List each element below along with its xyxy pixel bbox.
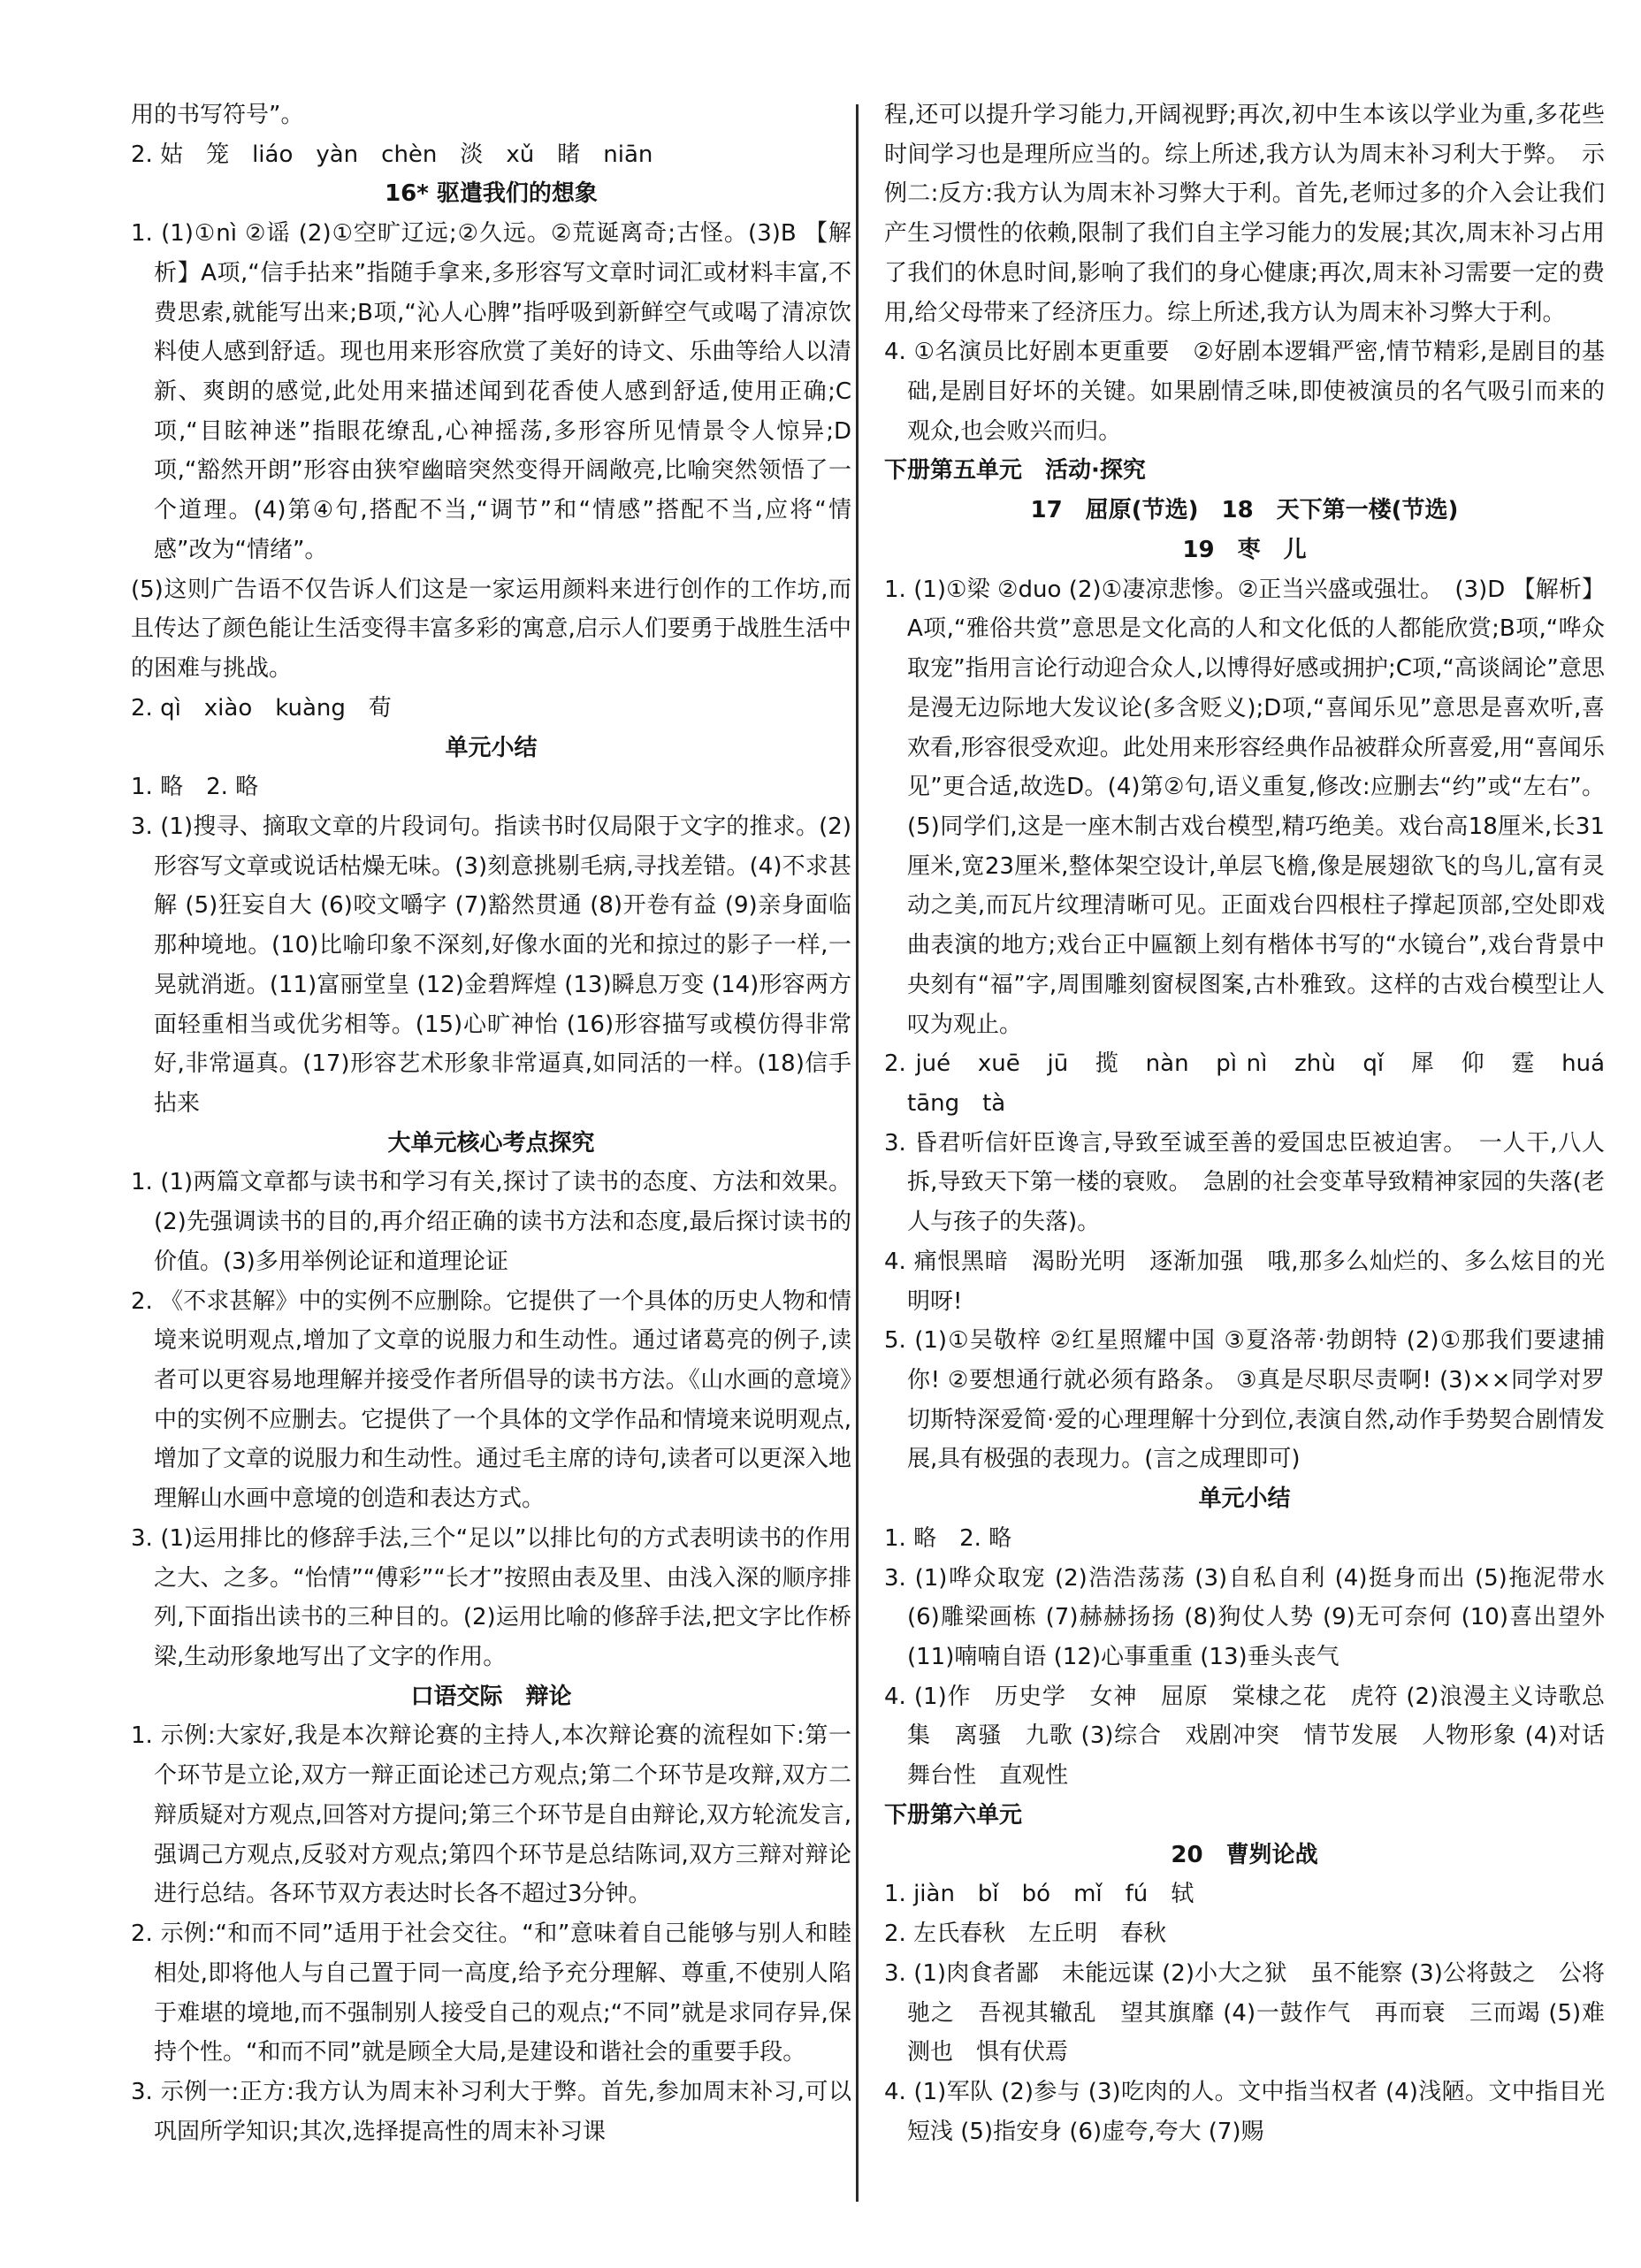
answer-paragraph: 1. 略 2. 略 [131, 774, 259, 801]
section-heading: 单元小结 [445, 734, 538, 761]
section-heading: 单元小结 [1198, 1485, 1291, 1513]
section-heading: 下册第五单元 活动·探究 [884, 457, 1146, 485]
answer-paragraph: 2. 《不求甚解》中的实例不应删除。它提供了一个具体的历史人物和情境来说明观点,增加了文章的说服力和生动性。通过诸葛亮的例子,读者可以更容易地理解并接受作者所倡导的读书方法。《山水画的意境》中的实例不应删去。它提供了一个具体的文学作品和情境来说明观点,增加了文章的说服力和生动性。通过毛主席的诗句,读者可以更深入地理解山水画中意境的创造和表达方式。 [131, 1287, 851, 1513]
answer-paragraph: 1. 示例:大家好,我是本次辩论赛的主持人,本次辩论赛的流程如下:第一个环节是立论,双方一辩正面论述己方观点;第二个环节是攻辩,双方二辩质疑对方观点,回答对方提问;第三个环节是自由辩论,双方轮流发言,强调己方观点,反驳对方观点;第四个环节是总结陈词,双方三辩对辩论进行总结。各环节双方表达时长各不超过3分钟。 [131, 1722, 851, 1908]
section-heading: 16* 驱遣我们的想象 [385, 180, 598, 208]
answer-paragraph: 用的书写符号”。 [131, 102, 304, 128]
section-heading: 大单元核心考点探究 [387, 1129, 595, 1157]
answer-paragraph: 3. 昏君听信奸臣谗言,导致至诚至善的爱国忠臣被迫害。 一人干,八人拆,导致天下第一楼的衰败。 急剧的社会变革导致精神家园的失落(老人与孩子的失落)。 [884, 1129, 1605, 1236]
answer-paragraph: 5. (1)①吴敬梓 ②红星照耀中国 ③夏洛蒂·勃朗特 (2)①那我们要逮捕你! ②要想通行就必须有路条。 ③真是尽职尽责啊! (3)××同学对罗切斯特深爱简·爱的心理理解十分到位,表演自然,动作手势契合剧情发展,具有极强的表现力。(言之成理即可) [884, 1327, 1605, 1473]
section-heading: 17 屈原(节选) 18 天下第一楼(节选) [1030, 497, 1459, 524]
answer-paragraph: (5)这则广告语不仅告诉人们这是一家运用颜料来进行创作的工作坊,而且传达了颜色能让生活变得丰富多彩的寓意,启示人们要勇于战胜生活中的困难与挑战。 [131, 576, 851, 683]
answer-paragraph: 3. (1)搜寻、摘取文章的片段词句。指读书时仅局限于文字的推求。(2)形容写文章或说话枯燥无味。(3)刻意挑剔毛病,寻找差错。(4)不求甚解 (5)狂妄自大 (6)咬文嚼字 (7)豁然贯通 (8)开卷有益 (9)亲身面临那种境地。(10)比喻印象不深刻,好像水面的光和掠过的影子一样,一晃就消逝。(11)富丽堂皇 (12)金碧辉煌 (13)瞬息万变 (14)形容两方面轻重相当或优劣相等。(15)心旷神怡 (16)形容描写或模仿得非常好,非常逼真。(17)形容艺术形象非常逼真,如同活的一样。(18)信手拈来 [131, 813, 851, 1117]
answer-paragraph: 2. 姑 笼 liáo yàn chèn 淡 xǔ 睹 niān [131, 141, 653, 168]
section-heading: 口语交际 辩论 [410, 1683, 572, 1710]
section-heading: 下册第六单元 [884, 1801, 1023, 1829]
column-divider [856, 104, 859, 2202]
right-column [884, 95, 1629, 2151]
answer-paragraph: 4. 痛恨黑暗 渴盼光明 逐渐加强 哦,那多么灿烂的、多么炫目的光明呀! [884, 1248, 1605, 1315]
answer-paragraph: 1. (1)①nì ②谣 (2)①空旷辽远;②久远。②荒诞离奇;古怪。(3)B 【解析】A项,“信手拈来”指随手拿来,多形容写文章时词汇或材料丰富,不费思索,就能写出来;B项,“沁人心脾”指呼吸到新鲜空气或喝了清凉饮料使人感到舒适。现也用来形容欣赏了美好的诗文、乐曲等给人以清新、爽朗的感觉,此处用来描述闻到花香使人感到舒适,使用正确;C项,“目眩神迷”指眼花缭乱,心神摇荡,多形容所见情景令人惊异;D项,“豁然开朗”形容由狭窄幽暗突然变得开阔敞亮,比喻突然领悟了一个道理。(4)第④句,搭配不当,“调节”和“情感”搭配不当,应将“情感”改为“情绪”。 [131, 220, 851, 563]
answer-paragraph: 1. (1)两篇文章都与读书和学习有关,探讨了读书的态度、方法和效果。(2)先强调读书的目的,再介绍正确的读书方法和态度,最后探讨读书的价值。(3)多用举例论证和道理论证 [131, 1169, 851, 1275]
answer-paragraph: 3. (1)哗众取宠 (2)浩浩荡荡 (3)自私自利 (4)挺身而出 (5)拖泥带水 (6)雕梁画栋 (7)赫赫扬扬 (8)狗仗人势 (9)无可奈何 (10)喜出望外 (11)喃喃自语 (12)心事重重 (13)垂头丧气 [884, 1564, 1605, 1671]
answer-paragraph: 2. qì xiào kuàng 荀 [131, 694, 392, 722]
answer-paragraph: 2. 示例:“和而不同”适用于社会交往。“和”意味着自己能够与别人和睦相处,即将他人与自己置于同一高度,给予充分理解、尊重,不使别人陷于难堪的境地,而不强制别人接受自己的观点;“不同”就是求同存异,保持个性。“和而不同”就是顾全大局,是建设和谐社会的重要手段。 [131, 1921, 851, 2066]
answer-paragraph: 4. ①名演员比好剧本更重要 ②好剧本逻辑严密,情节精彩,是剧目的基础,是剧目好坏的关键。如果剧情乏味,即使被演员的名气吸引而来的观众,也会败兴而归。 [884, 339, 1605, 445]
answer-paragraph: 3. (1)肉食者鄙 未能远谋 (2)小大之狱 虽不能察 (3)公将鼓之 公将驰之 吾视其辙乱 望其旗靡 (4)一鼓作气 再而衰 三而竭 (5)难测也 惧有伏焉 [884, 1959, 1605, 2066]
answer-paragraph: 1. (1)①梁 ②duo (2)①凄凉悲惨。②正当兴盛或强壮。 (3)D 【解析】A项,“雅俗共赏”意思是文化高的人和文化低的人都能欣赏;B项,“哗众取宠”指用言论行动迎合众人,以博得好感或拥护;C项,“高谈阔论”意思是漫无边际地大发议论(多含贬义);D项,“喜闻乐见”意思是喜欢听,喜欢看,形容很受欢迎。此处用来形容经典作品被群众所喜爱,用“喜闻乐见”更合适,故选D。(4)第②句,语义重复,修改:应删去“约”或“左右”。(5)同学们,这是一座木制古戏台模型,精巧绝美。戏台高18厘米,长31厘米,宽23厘米,整体架空设计,单层飞檐,像是展翅欲飞的鸟儿,富有灵动之美,而瓦片纹理清晰可见。正面戏台四根柱子撑起顶部,空处即戏曲表演的地方;戏台正中匾额上刻有楷体书写的“水镜台”,戏台背景中央刻有“福”字,周围雕刻窗棂图案,古朴雅致。这样的古戏台模型让人叹为观止。 [884, 576, 1605, 1038]
section-heading: 19 枣 儿 [1182, 536, 1307, 563]
answer-paragraph: 1. jiàn bǐ bó mǐ fú 轼 [884, 1881, 1194, 1908]
answer-paragraph: 程,还可以提升学习能力,开阔视野;再次,初中生本该以学业为重,多花些时间学习也是理所应当的。综上所述,我方认为周末补习利大于弊。 示例二:反方:我方认为周末补习弊大于利。首先,老师过多的介入会让我们产生习惯性的依赖,限制了我们自主学习能力的发展;其次,周末补习占用了我们的休息时间,影响了我们的身心健康;再次,周末补习需要一定的费用,给父母带来了经济压力。综上所述,我方认为周末补习弊大于利。 [884, 102, 1605, 326]
answer-paragraph: 1. 略 2. 略 [884, 1524, 1012, 1552]
answer-paragraph: 2. jué xuē jū 揽 nàn pì nì zhù qǐ 犀 仰 霆 huá tāng tà [884, 1050, 1629, 1117]
answer-paragraph: 3. 示例一:正方:我方认为周末补习利大于弊。首先,参加周末补习,可以巩固所学知识;其次,选择提高性的周末补习课 [131, 2078, 851, 2145]
answer-paragraph: 2. 左氏春秋 左丘明 春秋 [884, 1921, 1167, 1948]
section-heading: 20 曹刿论战 [1171, 1841, 1318, 1868]
answer-paragraph: 4. (1)军队 (2)参与 (3)吃肉的人。文中指当权者 (4)浅陋。文中指目光短浅 (5)指安身 (6)虚夸,夸大 (7)赐 [884, 2078, 1605, 2145]
answer-paragraph: 3. (1)运用排比的修辞手法,三个“足以”以排比句的方式表明读书的作用之大、之多。“怡情”“傅彩”“长才”按照由表及里、由浅入深的顺序排列,下面指出读书的三种目的。(2)运用比喻的修辞手法,把文字比作桥梁,生动形象地写出了文字的作用。 [131, 1524, 851, 1671]
answer-paragraph: 4. (1)作 历史学 女神 屈原 棠棣之花 虎符 (2)浪漫主义诗歌总集 离骚 九歌 (3)综合 戏剧冲突 情节发展 人物形象 (4)对话 舞台性 直观性 [884, 1683, 1629, 1790]
left-column [131, 95, 851, 2151]
